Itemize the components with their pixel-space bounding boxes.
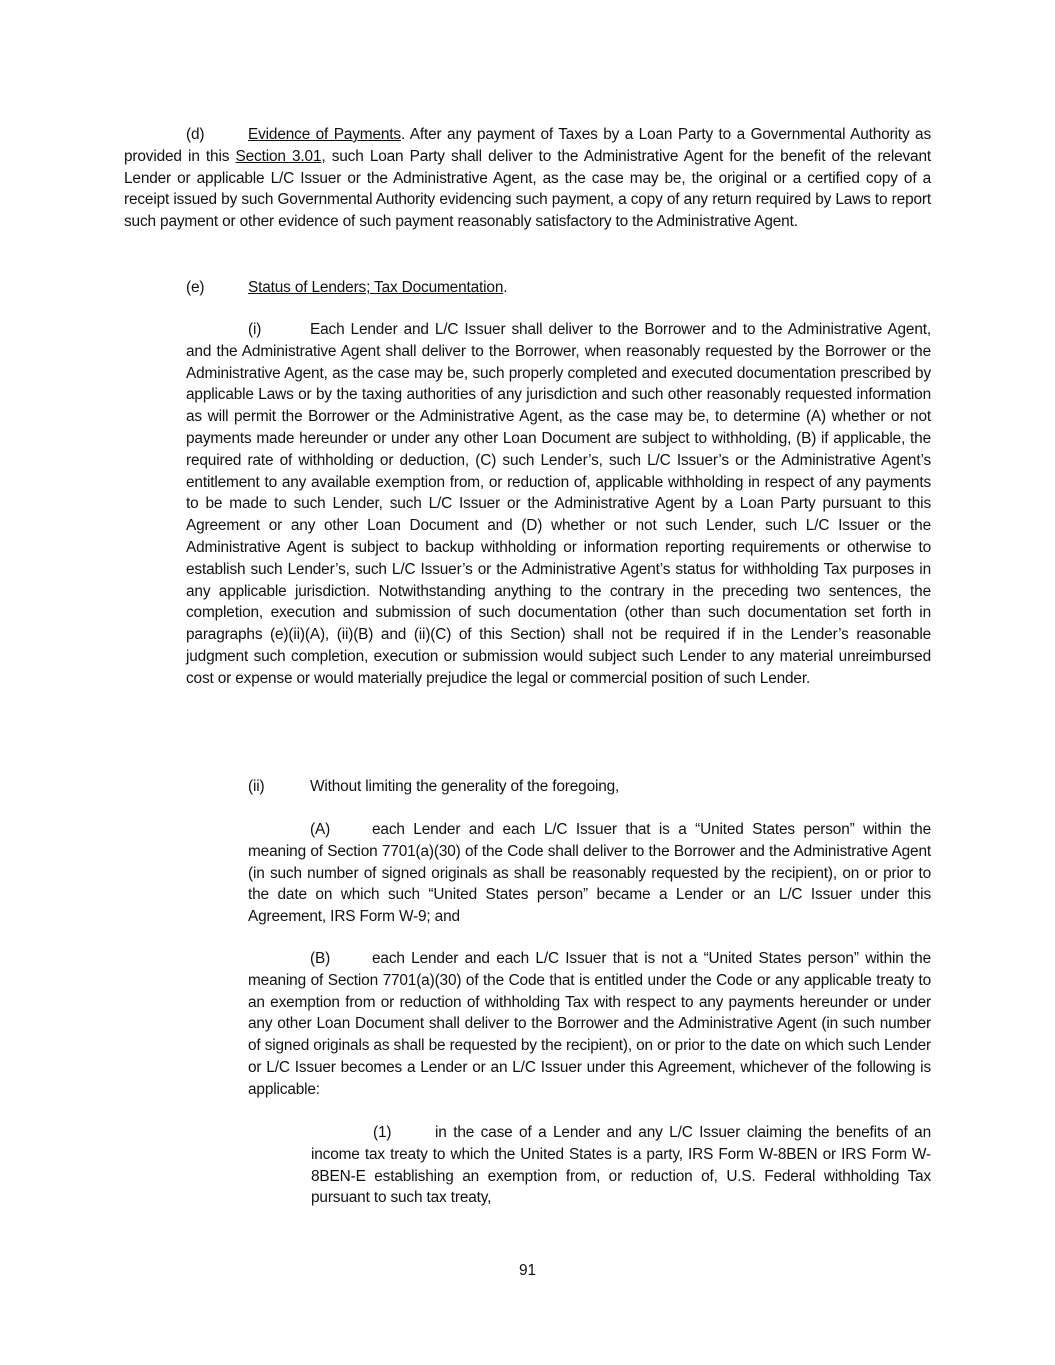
paragraph-B [248,948,931,1101]
page-number: 91 [518,1262,537,1279]
paragraph-text: each Lender and each L/C Issuer that is not a “United States person” within the meaning of Section 7701(a)(30) of the Code that is entitled under the Code or any applicable treaty to an exemption from or reduction of withholding Tax with respect to any payments hereunder or under any other Loan Document shall deliver to the Borrower and the Administrative Agent (in such number of signed originals as shall be requested by the recipient), on or prior to the date on which such Lender or L/C Issuer becomes a Lender or an L/C Issuer under this Agreement, whichever of the following is applicable: [248,950,931,1098]
paragraph-number: (i) [248,321,262,338]
paragraph-number: (A) [310,821,331,838]
paragraph-number: (d) [186,126,205,143]
paragraph-d [124,124,931,233]
paragraph-heading: Status of Lenders; Tax Documentation [248,279,504,296]
paragraph-number: (e) [186,279,205,296]
paragraph-text: Each Lender and L/C Issuer shall deliver to the Borrower and to the Administrative Agent, and the Administrative Agent shall deliver to the Borrower, when reasonably requested by the Borrower or the Administrative Agent, as the case may be, such properly completed and executed documentation prescribed by applicable Laws or by the taxing authorities of any jurisdiction and such other reasonably requested information as will permit the Borrower or the Administrative Agent, as the case may be, to determine (A) whether or not payments made hereunder or under any other Loan Document are subject to withholding, (B) if applicable, the required rate of withholding or deduction, (C) such Lender’s, such L/C Issuer’s or the Administrative Agent’s entitlement to any available exemption from, or reduction of, applicable withholding in respect of any payments to be made to such Lender, such L/C Issuer or the Administrative Agent by a Loan Party pursuant to this Agreement or any other Loan Document and (D) whether or not such Lender, such L/C Issuer or the Administrative Agent is subject to backup withholding or information reporting requirements or otherwise to establish such Lender’s, such L/C Issuer’s or the Administrative Agent’s status for withholding Tax purposes in any applicable jurisdiction. Notwithstanding anything to the contrary in the preceding two sentences, the completion, execution and submission of such documentation (other than such documentation set forth in paragraphs (e)(ii)(A), (ii)(B) and (ii)(C) of this Section) shall not be required if in the Lender’s reasonable judgment such completion, execution or submission would subject such Lender to any material unreimbursed cost or expense or would materially prejudice the legal or commercial position of such Lender. [186,321,931,687]
paragraph-1 [311,1122,931,1209]
paragraph-heading: Evidence of Payments [248,126,401,143]
paragraph-text: , such Loan Party shall deliver to the Administrative Agent for the benefit of the relevant Lender or applicable L/C Issuer or the Administrative Agent, as the case may be, the original or a certified copy of a receipt issued by such Governmental Authority evidencing such payment, a copy of any return required by Laws to report such payment or other evidence of such payment reasonably satisfactory to the Administrative Agent. [124,147,931,231]
paragraph-text: . After any payment of Taxes by a Loan Party to a Governmental Authority as provided in this [124,126,931,165]
paragraph-e-i [186,319,931,690]
paragraph-text: . [503,279,508,296]
section-reference: Section 3.01 [235,147,322,165]
paragraph-e-ii [248,776,931,798]
paragraph-number: (ii) [248,778,265,795]
paragraph-text: each Lender and each L/C Issuer that is a “United States person” within the meaning of Section 7701(a)(30) of the Code shall deliver to the Borrower and the Administrative Agent (in such number of signed originals as shall be reasonably requested by the recipient), on or prior to the date on which such “United States person” became a Lender or an L/C Issuer under this Agreement, IRS Form W-9; and [248,821,931,926]
paragraph-number: (1) [373,1124,392,1141]
paragraph-A [248,819,931,928]
paragraph-text: in the case of a Lender and any L/C Issuer claiming the benefits of an income tax treaty to which the United States is a party, IRS Form W-8BEN or IRS Form W-8BEN-E establishing an exemption from, or reduction of, U.S. Federal withholding Tax pursuant to such tax treaty, [311,1124,931,1207]
paragraph-text: Without limiting the generality of the foregoing, [310,778,620,795]
paragraph-e [186,277,931,299]
paragraph-number: (B) [310,950,331,967]
